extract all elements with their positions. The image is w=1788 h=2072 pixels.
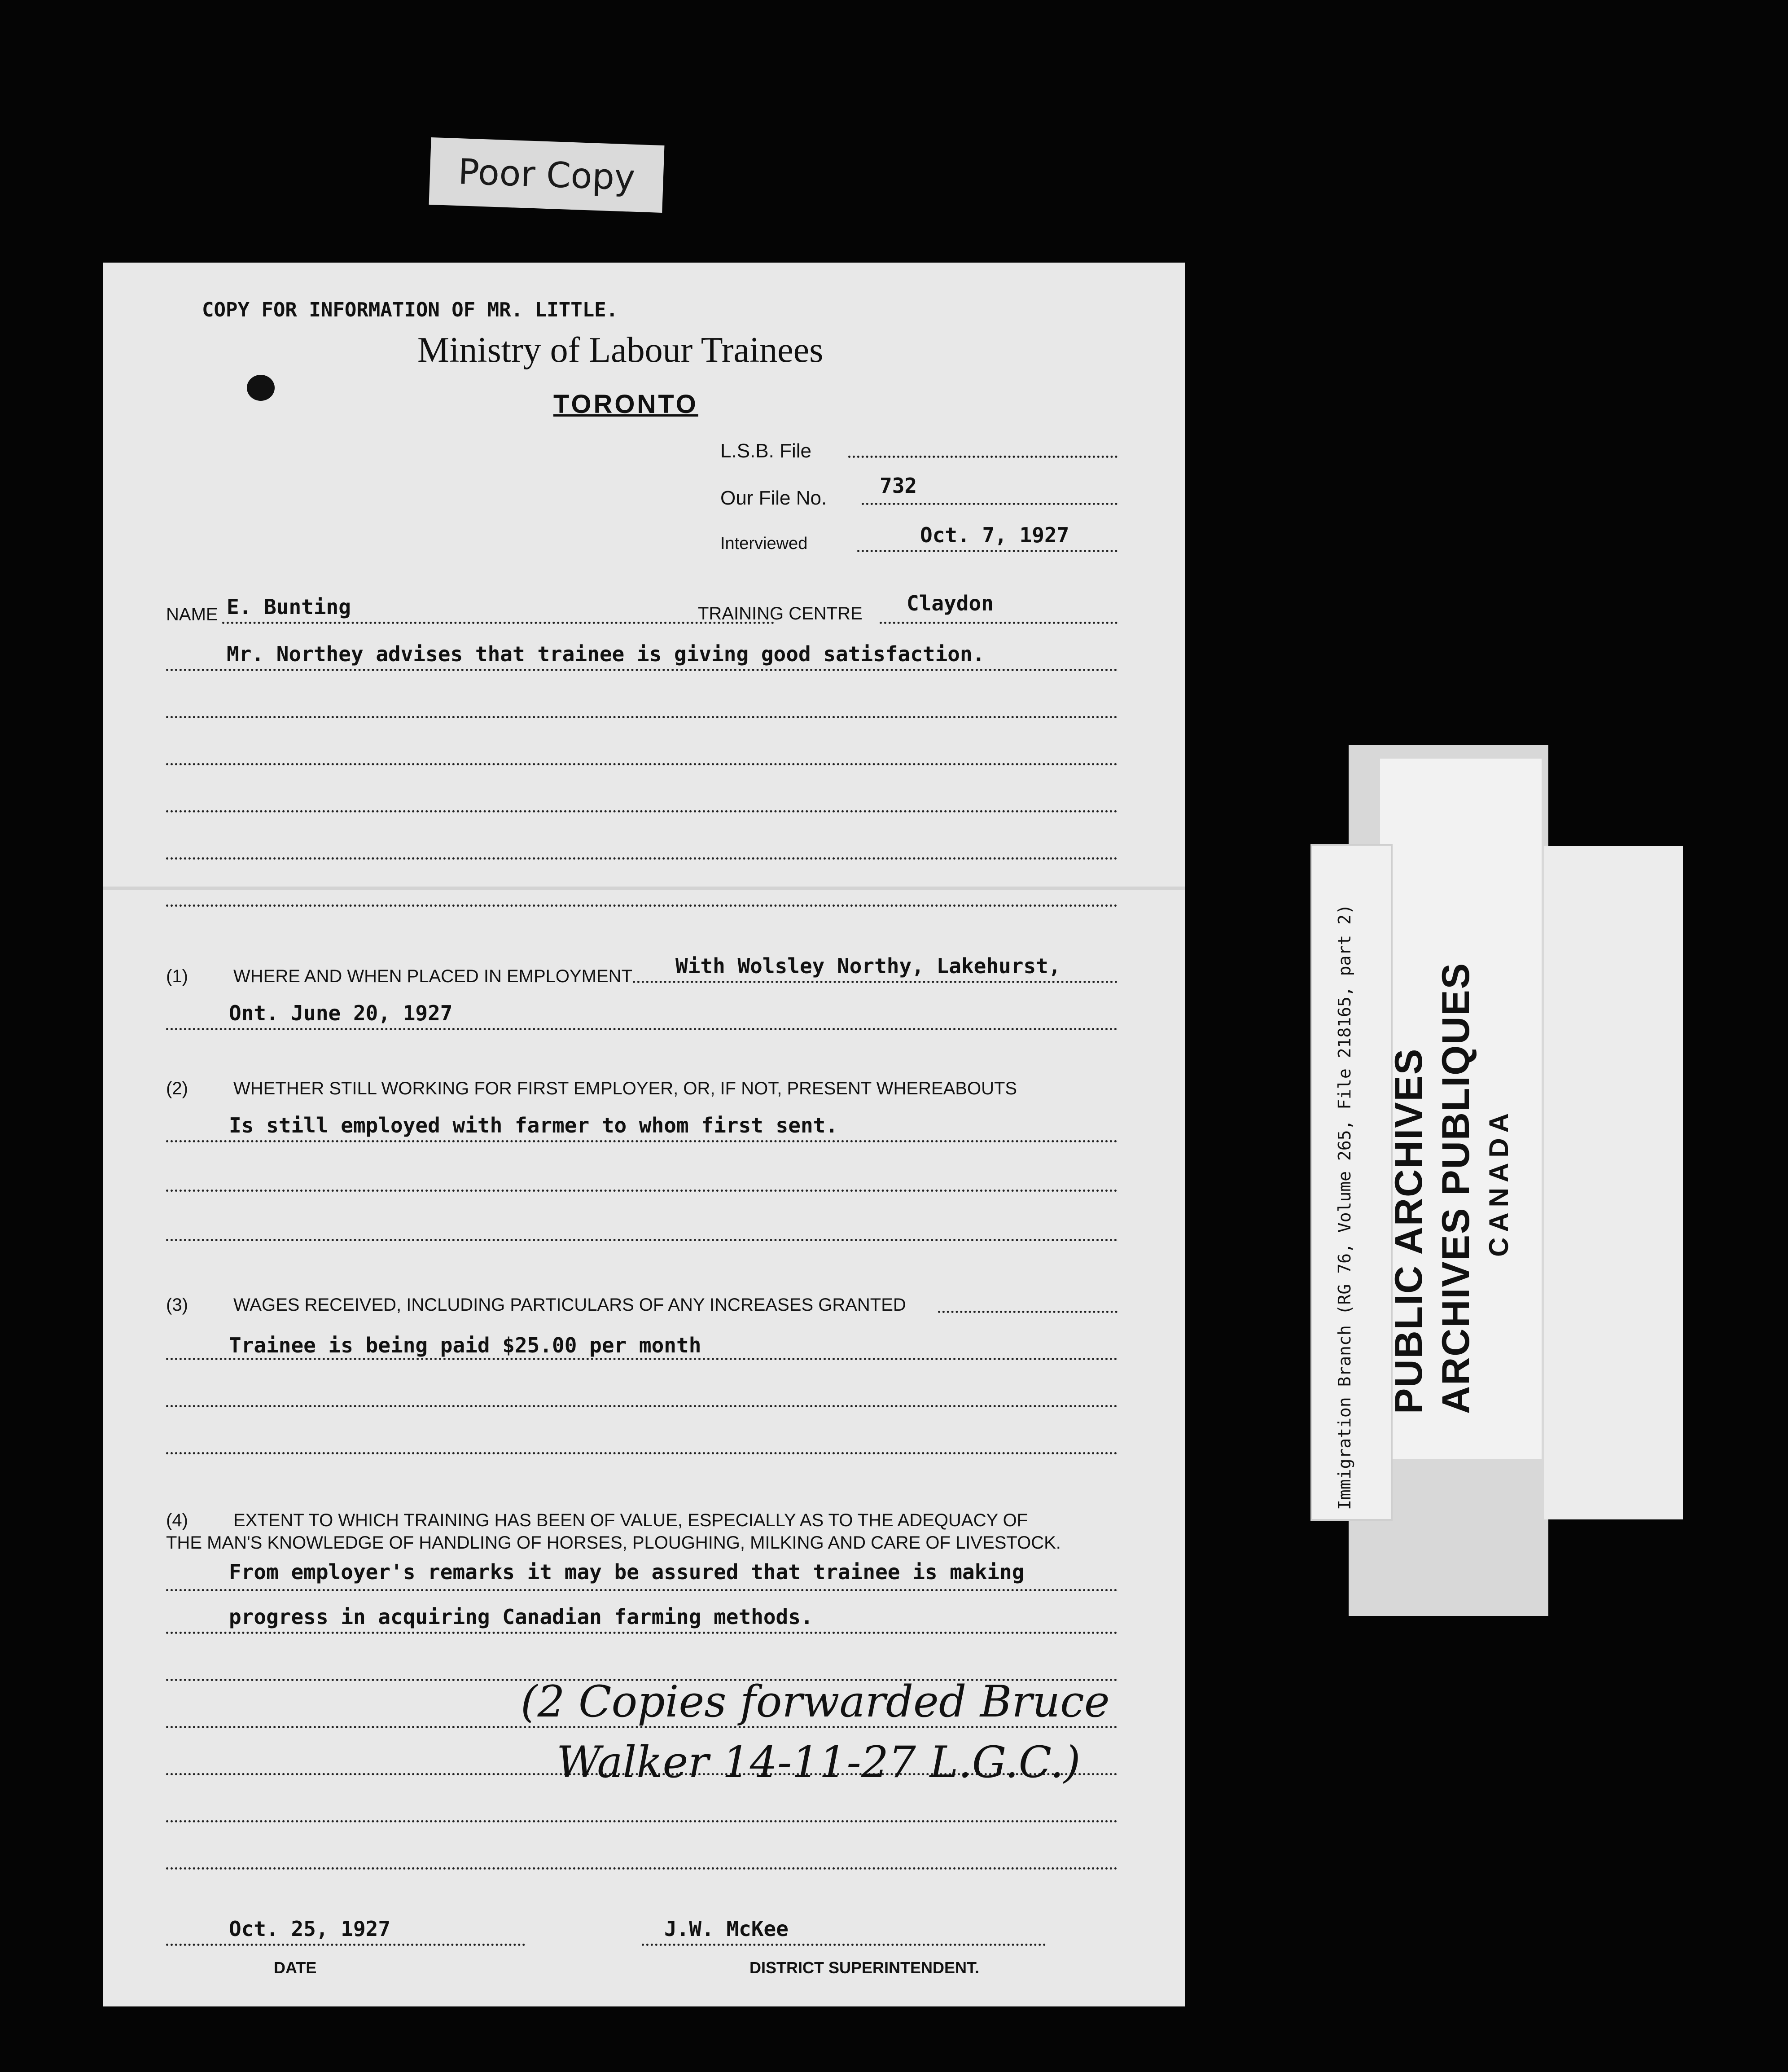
poor-copy-label: Poor Copy xyxy=(429,137,665,213)
q3-answer: Trainee is being paid $25.00 per month xyxy=(229,1333,701,1357)
interviewed-line xyxy=(857,550,1118,552)
date-label: DATE xyxy=(274,1958,317,1977)
fold-crease xyxy=(103,887,1185,890)
q1-line xyxy=(633,981,1118,983)
lsb-file-label: L.S.B. File xyxy=(720,440,811,462)
name-label: NAME xyxy=(166,605,218,624)
superintendent-line xyxy=(642,1944,1046,1946)
superintendent-label: DISTRICT SUPERINTENDENT. xyxy=(749,1958,980,1977)
q2-number: (2) xyxy=(166,1079,188,1098)
handwritten-note-line1: (2 Copies forwarded Bruce xyxy=(521,1677,1110,1727)
lsb-file-line xyxy=(848,456,1118,458)
interviewed-label: Interviewed xyxy=(720,534,808,553)
form-title: Ministry of Labour Trainees xyxy=(417,330,824,370)
q4-line xyxy=(166,1589,1118,1591)
q4-line xyxy=(166,1867,1118,1870)
q4-line xyxy=(166,1820,1118,1822)
archive-reference: Immigration Branch (RG 76, Volume 265, File 218165, part 2) xyxy=(1335,904,1354,1510)
q3-label: WAGES RECEIVED, INCLUDING PARTICULARS OF ANY INCREASES GRANTED xyxy=(233,1295,906,1315)
handwritten-note-line2: Walker 14-11-27 L.G.C.) xyxy=(557,1737,1081,1787)
q1-answer-line1: With Wolsley Northy, Lakehurst, xyxy=(675,954,1061,978)
name-line xyxy=(222,622,774,624)
q3-line xyxy=(166,1405,1118,1407)
ink-blot xyxy=(247,375,275,401)
trainee-report-form xyxy=(103,263,1185,2006)
our-file-value: 732 xyxy=(880,474,917,498)
training-centre-line xyxy=(880,622,1118,624)
archive-line3: CANADA xyxy=(1484,1108,1514,1257)
q2-line xyxy=(166,1239,1118,1241)
our-file-line xyxy=(862,503,1118,505)
remarks-line xyxy=(166,669,1118,671)
q4-label-line2: THE MAN'S KNOWLEDGE OF HANDLING OF HORSES, PLOUGHING, MILKING AND CARE OF LIVESTOCK. xyxy=(166,1533,1061,1553)
date-line xyxy=(166,1944,525,1946)
q2-label: WHETHER STILL WORKING FOR FIRST EMPLOYER, OR, IF NOT, PRESENT WHEREABOUTS xyxy=(233,1079,1017,1098)
our-file-label: Our File No. xyxy=(720,487,827,509)
q1-answer-line2: Ont. June 20, 1927 xyxy=(229,1001,453,1025)
superintendent-value: J.W. McKee xyxy=(664,1917,789,1941)
q2-line xyxy=(166,1140,1118,1142)
date-value: Oct. 25, 1927 xyxy=(229,1917,391,1941)
training-centre-label: TRAINING CENTRE xyxy=(698,604,863,623)
remarks-line xyxy=(166,904,1118,907)
archive-tab-flap xyxy=(1544,846,1683,1519)
remarks-line xyxy=(166,857,1118,860)
q4-label-line1: EXTENT TO WHICH TRAINING HAS BEEN OF VALUE, ESPECIALLY AS TO THE ADEQUACY OF xyxy=(233,1510,1028,1530)
form-subtitle: TORONTO xyxy=(553,390,698,419)
copy-note: COPY FOR INFORMATION OF MR. LITTLE. xyxy=(202,299,618,321)
remarks-line xyxy=(166,810,1118,812)
remarks-text: Mr. Northey advises that trainee is giving good satisfaction. xyxy=(227,642,985,666)
q1-label: WHERE AND WHEN PLACED IN EMPLOYMENT xyxy=(233,966,633,986)
q4-answer-line1: From employer's remarks it may be assured that trainee is making xyxy=(229,1560,1025,1584)
q2-answer: Is still employed with farmer to whom first sent. xyxy=(229,1113,838,1137)
remarks-line xyxy=(166,716,1118,718)
training-centre-value: Claydon xyxy=(907,591,994,615)
archive-line1: PUBLIC ARCHIVES xyxy=(1387,1048,1430,1414)
q3-number: (3) xyxy=(166,1295,188,1315)
q3-line xyxy=(166,1358,1118,1360)
q3-line xyxy=(938,1311,1118,1313)
q4-line xyxy=(166,1632,1118,1634)
q3-line xyxy=(166,1452,1118,1454)
archive-line2: ARCHIVES PUBLIQUES xyxy=(1434,962,1477,1414)
q2-line xyxy=(166,1190,1118,1192)
remarks-line xyxy=(166,763,1118,765)
q1-number: (1) xyxy=(166,966,188,986)
archive-reference-strip xyxy=(1310,844,1393,1521)
q1-line xyxy=(166,1028,1118,1030)
q4-answer-line2: progress in acquiring Canadian farming methods. xyxy=(229,1605,813,1629)
interviewed-value: Oct. 7, 1927 xyxy=(920,523,1069,547)
q4-number: (4) xyxy=(166,1510,188,1530)
name-value: E. Bunting xyxy=(227,595,351,619)
